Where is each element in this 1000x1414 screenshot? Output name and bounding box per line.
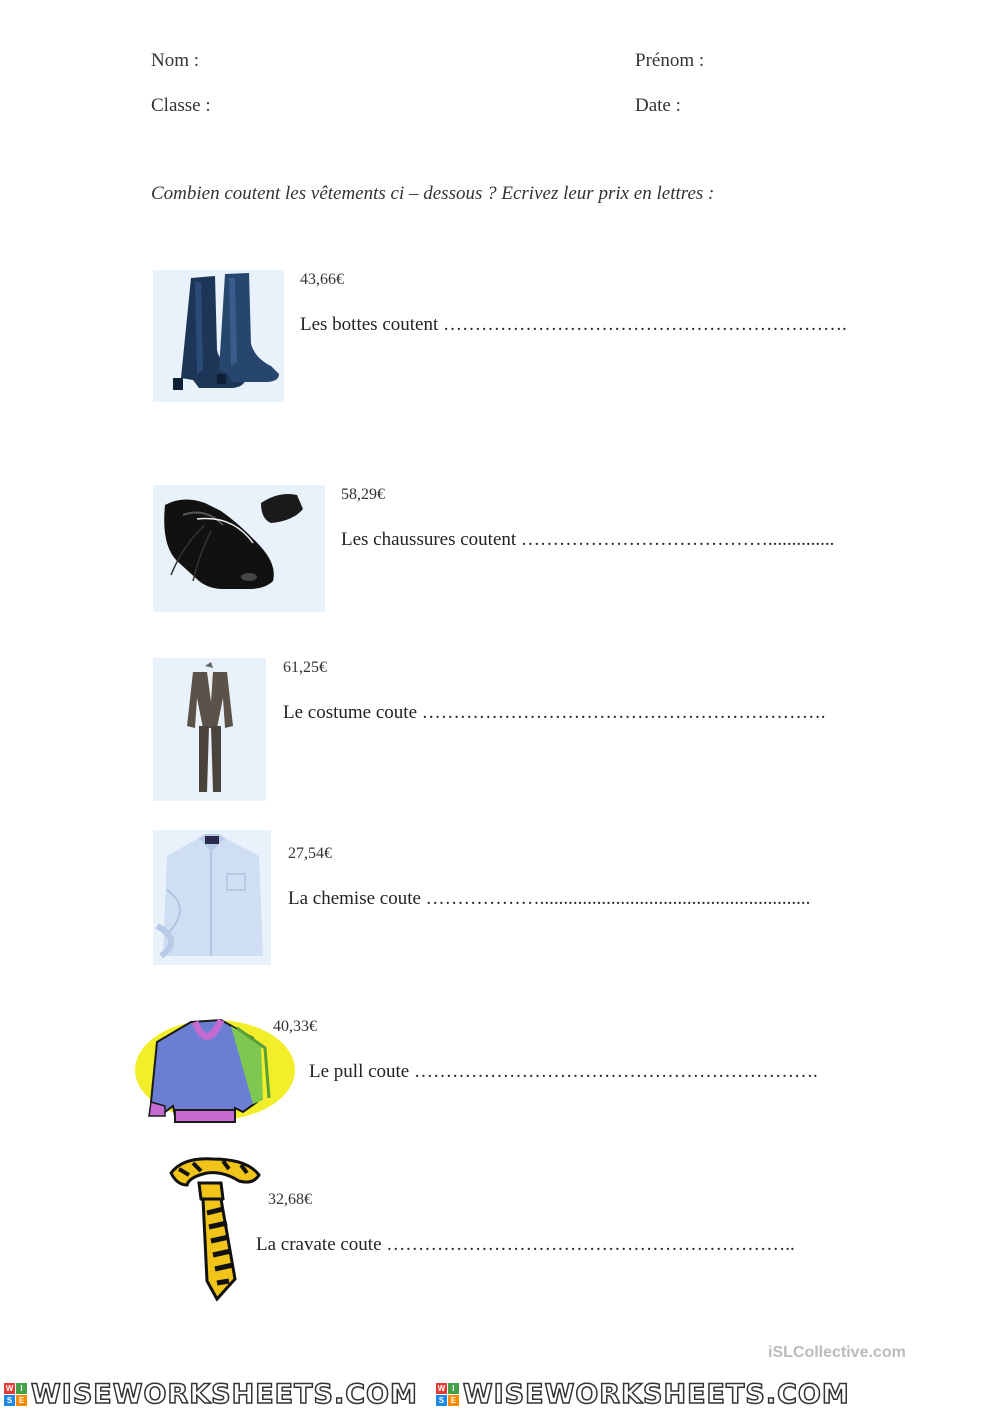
suit-icon (153, 658, 266, 801)
tie-icon (163, 1155, 263, 1303)
date-label: Date : (635, 95, 681, 116)
answer-line-suit: Le costume coute ………………………………………………………. (283, 702, 826, 723)
cube-w-2: W (437, 1383, 446, 1393)
boots-icon (153, 270, 284, 402)
price-suit: 61,25€ (283, 659, 327, 676)
answer-line-tie: La cravate coute ……………………………………………………….. (256, 1234, 795, 1255)
price-tie: 32,68€ (268, 1191, 312, 1208)
price-shoes: 58,29€ (341, 486, 385, 503)
answer-line-boots: Les bottes coutent ………………………………………………………. (300, 314, 847, 335)
price-boots: 43,66€ (300, 271, 344, 288)
cube-i: I (16, 1383, 27, 1394)
answer-line-sweater: Le pull coute ………………………………………………………. (309, 1061, 818, 1082)
footer-brand-right (436, 1379, 850, 1410)
instructions: Combien coutent les vêtements ci – dessous ? Ecrivez leur prix en lettres : (151, 183, 715, 204)
cube-s-2: S (436, 1395, 447, 1406)
classe-label: Classe : (151, 95, 211, 116)
nom-label: Nom : (151, 50, 200, 71)
shirt-icon (153, 830, 271, 965)
brand-wordmark-2: WISEWORKSHEETS.COM (462, 1378, 850, 1410)
cube-e-2: E (448, 1395, 459, 1406)
prenom-label: Prénom : (635, 50, 705, 71)
footer-brand-left (4, 1379, 418, 1410)
brand-wordmark: WISEWORKSHEETS.COM (31, 1378, 418, 1410)
price-shirt: 27,54€ (288, 845, 332, 862)
brand-logo-icon (4, 1383, 27, 1406)
cube-i-2: I (448, 1383, 459, 1394)
answer-line-shirt: La chemise coute ………………......................................................... (288, 888, 811, 909)
cube-s: S (4, 1395, 15, 1406)
price-sweater: 40,33€ (273, 1018, 317, 1035)
answer-line-shoes: Les chaussures coutent ………………………………….............. (341, 529, 835, 550)
footer-banner (0, 1374, 1000, 1414)
brand-logo-icon-2 (436, 1383, 459, 1406)
watermark-islcollective: iSLCollective.com (768, 1344, 906, 1361)
cube-e: E (16, 1395, 27, 1406)
shoes-icon (153, 485, 325, 612)
cube-w: W (5, 1383, 14, 1393)
